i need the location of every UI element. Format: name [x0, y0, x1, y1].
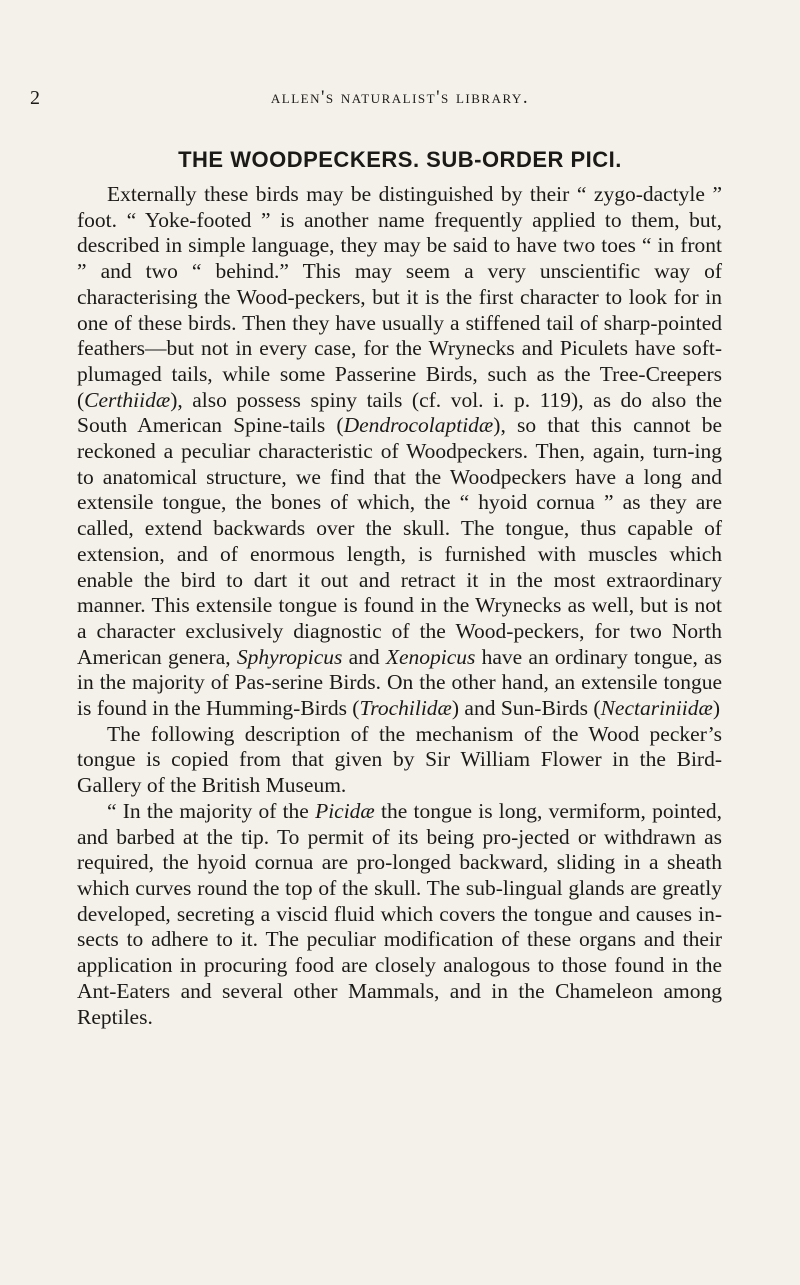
italic-term: Dendrocolaptidæ [343, 413, 494, 438]
paragraph [77, 799, 722, 1030]
italic-term: Trochilidæ [359, 696, 452, 721]
paragraph [77, 182, 722, 722]
text-run: “ In the majority of the [107, 798, 316, 823]
text-run: ) [712, 696, 721, 721]
italic-term: Picidæ [315, 798, 375, 823]
chapter-heading: THE WOODPECKERS. SUB-ORDER PICI. [178, 147, 622, 172]
italic-term: Xenopicus [385, 644, 476, 669]
italic-term: Nectariniidæ [600, 696, 713, 721]
page-number: 2 [30, 87, 40, 109]
text-run: and [342, 644, 386, 669]
text-run: The following description of the mechanism of the Wood pecker’s tongue is copied from that given by Sir William Flower in the Bird-Gallery of the British Museum. [77, 721, 722, 798]
italic-term: Sphyropicus [236, 644, 343, 669]
paragraph [77, 722, 722, 799]
text-run: ), so that this cannot be reckoned a peculiar characteristic of Woodpeckers. Then, again, turn-ing to anatomical structure, we find that the Woodpeckers have a long and extensile tongue, the bones of which, the “ hyoid cornua ” as they are called, extend backwards over the skull. The tongue, thus capable of extension, and of enormous length, is furnished with muscles which enable the bird to dart it out and retract it in the most extraordinary manner. This extensile tongue is found in the Wrynecks as well, but is not a character exclusively diagnostic of the Wood-peckers, for two North American genera, [77, 413, 722, 669]
text-run: Externally these birds may be distinguished by their “ zygo-dactyle ” foot. “ Yoke-footed ” is another name frequently applied to them, but, described in simple language, they may be said to have two toes “ in front ” and two “ behind.” This may seem a very unscientific way of characterising the Wood-peckers, but it is the first character to look for in one of these birds. Then they have usually a stiffened tail of sharp-pointed feathers—but not in every case, for the Wrynecks and Piculets have soft-plumaged tails, while some Passerine Birds, such as the Tree-Creepers ( [77, 182, 722, 412]
body-text [77, 182, 722, 1030]
text-run: ) and Sun-Birds ( [451, 696, 601, 721]
italic-term: Certhiidæ [84, 387, 171, 412]
running-head [30, 86, 770, 116]
text-run: ), also possess spiny tails (cf. vol. i. p. 119), as do also the South American Spine-tails ( [77, 387, 722, 438]
running-title: allen's naturalist's library. [270, 87, 530, 108]
text-run: have an ordinary tongue, as in the majority of Pas-serine Birds. On the other hand, an extensile tongue is found in the Humming-Birds ( [77, 644, 722, 721]
text-run: the tongue is long, vermiform, pointed, and barbed at the tip. To permit of its being pro-jected or withdrawn as required, the hyoid cornua are pro-longed backward, sliding in a sheath which curves round the top of the skull. The sub-lingual glands are greatly developed, secreting a viscid fluid which covers the tongue and causes in-sects to adhere to it. The peculiar modification of these organs and their application in procuring food are closely analogous to those found in the Ant-Eaters and several other Mammals, and in the Chameleon among Reptiles. [77, 798, 722, 1029]
